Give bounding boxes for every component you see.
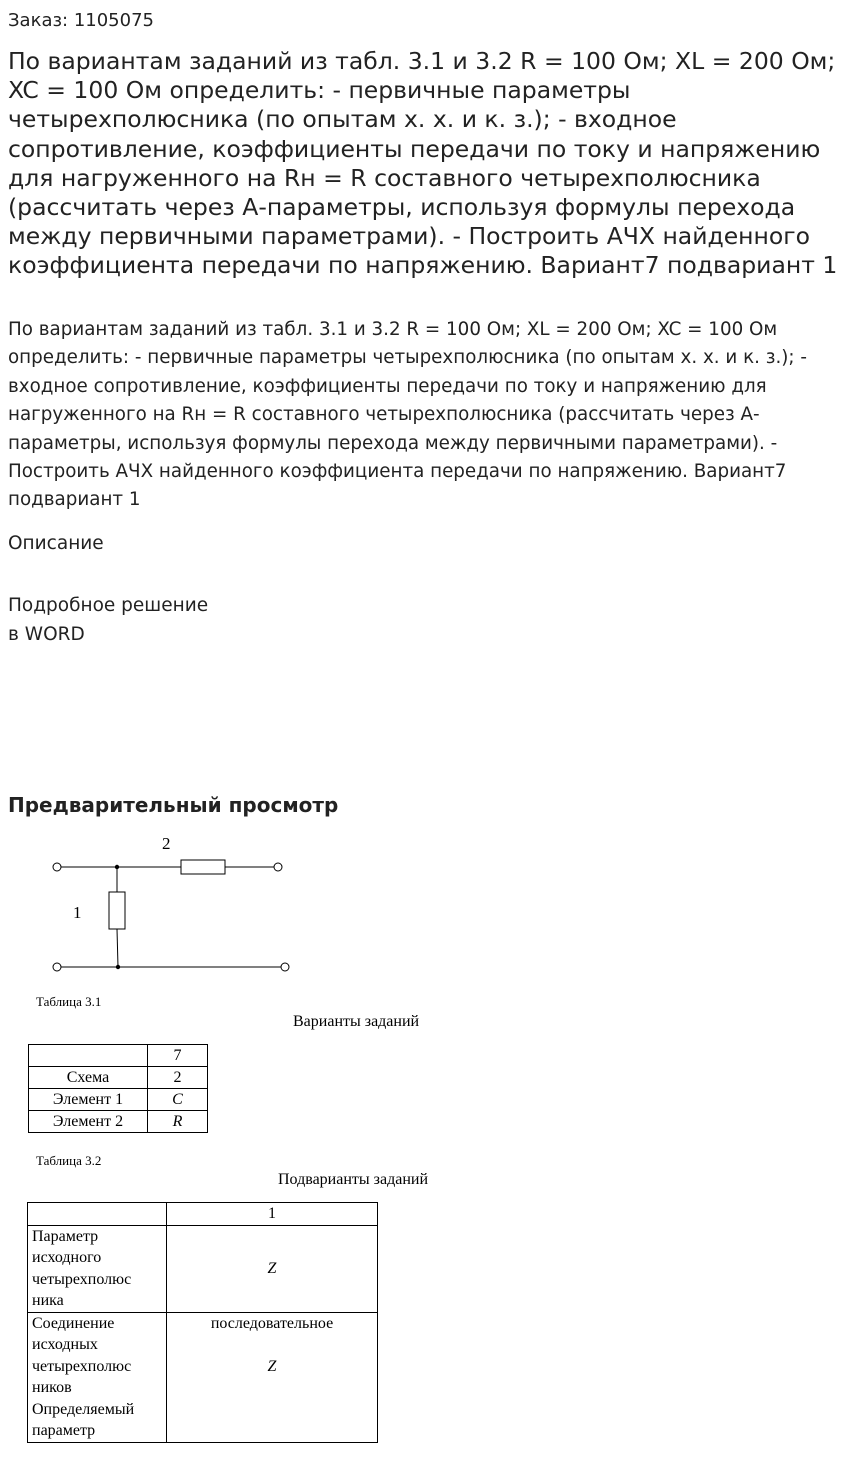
table-row — [29, 1111, 208, 1133]
cell-line: исходных — [32, 1336, 98, 1353]
table2-title: Подварианты заданий — [278, 1171, 428, 1188]
cell-line: ников — [32, 1379, 72, 1396]
table-cell — [28, 1203, 167, 1226]
cell-line: параметр — [32, 1422, 96, 1439]
subvariants-table — [27, 1202, 378, 1443]
table-cell: 7 — [148, 1045, 208, 1067]
terminal-bottom-right — [281, 963, 289, 971]
circuit-diagram — [0, 820, 320, 985]
cell-line: ника — [32, 1292, 64, 1309]
table-cell: Элемент 1 — [29, 1089, 148, 1111]
terminal-top-right — [274, 863, 282, 871]
table-row — [28, 1312, 378, 1442]
table-cell: Схема — [29, 1067, 148, 1089]
table-cell — [29, 1045, 148, 1067]
cell-line: Параметр — [32, 1227, 99, 1245]
preview-heading: Предварительный просмотр — [8, 793, 339, 817]
cell-spacer — [171, 1334, 373, 1356]
table1-caption: Таблица 3.1 — [36, 994, 102, 1009]
table-row — [28, 1225, 378, 1312]
order-number: Заказ: 1105075 — [8, 10, 154, 31]
solution-line-2: в WORD — [8, 624, 85, 645]
cell-line: Z — [267, 1357, 277, 1375]
variants-table — [28, 1044, 208, 1133]
page-title: По вариантам заданий из табл. 3.1 и 3.2 R = 100 Ом; XL = 200 Ом; XC = 100 Ом определить: - первичные параметры четырехполюсника (по опытам х. х. и к. з.); - входное сопротивление, коэффициенты передачи по току и напряжению для нагруженного на Rн = R составного четырехполюсника (рассчитать через А-параметры, используя формулы перехода между первичными параметрами). - Построить АЧХ найденного коэффициента передачи по напряжению. Вариант7 подвариант 1 — [8, 47, 838, 280]
table-cell — [28, 1225, 167, 1312]
cell-line: исходного — [32, 1249, 102, 1266]
preview-image — [0, 820, 847, 1461]
cell-line: Соединение — [32, 1314, 115, 1332]
table1-title: Варианты заданий — [293, 1013, 420, 1030]
table-row — [29, 1045, 208, 1067]
table-row — [29, 1067, 208, 1089]
solution-line-1: Подробное решение — [8, 595, 209, 616]
table-cell: Z — [167, 1225, 378, 1312]
table-cell — [167, 1312, 378, 1442]
terminal-top-left — [53, 863, 61, 871]
table-cell — [28, 1312, 167, 1442]
shunt-wire-bottom — [117, 929, 118, 967]
junction-top — [115, 865, 119, 869]
table-cell: Элемент 2 — [29, 1111, 148, 1133]
table-cell: 1 — [167, 1203, 378, 1226]
table-row — [28, 1203, 378, 1226]
cell-line: четырехполюс — [32, 1357, 132, 1375]
cell-line: последовательное — [210, 1314, 334, 1332]
description-heading: Описание — [8, 533, 104, 554]
table-cell: R — [148, 1111, 208, 1133]
element-2-label: 2 — [162, 834, 171, 853]
table-cell: C — [148, 1089, 208, 1111]
element-1-resistor — [109, 892, 125, 929]
cell-line: четырехполюс — [32, 1270, 132, 1288]
table-row — [29, 1089, 208, 1111]
element-1-label: 1 — [73, 903, 82, 922]
task-description: По вариантам заданий из табл. 3.1 и 3.2 R = 100 Ом; XL = 200 Ом; XC = 100 Ом определить: - первичные параметры четырехполюсника (по опытам х. х. и к. з.); - входное сопротивление, коэффициенты передачи по току и напряжению для нагруженного на Rн = R составного четырехполюсника (рассчитать через А-параметры, используя формулы перехода между первичными параметрами). - Построить АЧХ найденного коэффициента передачи по напряжению. Вариант7 подвариант 1 — [8, 319, 807, 511]
table-cell: 2 — [148, 1067, 208, 1089]
terminal-bottom-left — [53, 963, 61, 971]
cell-line: Определяемый — [32, 1400, 135, 1418]
table2-caption: Таблица 3.2 — [36, 1153, 102, 1168]
element-2-resistor — [181, 860, 225, 874]
junction-bottom — [116, 965, 120, 969]
